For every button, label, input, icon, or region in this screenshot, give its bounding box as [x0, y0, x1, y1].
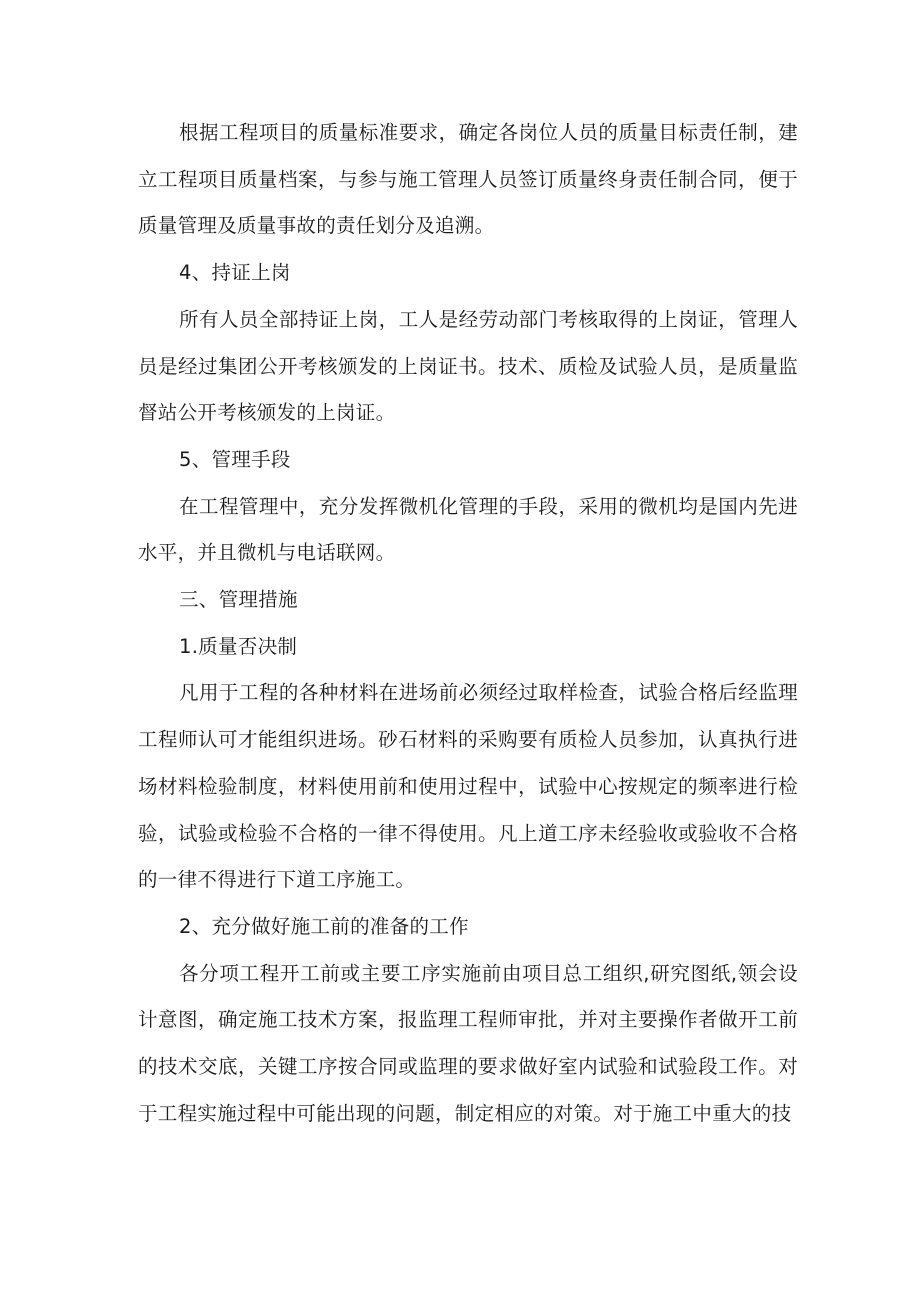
document-body [138, 110, 798, 1137]
paragraph-preparation-details: 各分项工程开工前或主要工序实施前由项目总工组织,研究图纸,领会设计意图，确定施工技术方案，报监理工程师审批，并对主要操作者做开工前的技术交底，关键工序按合同或监理的要求做好室内试验和试验段工作。对于工程实施过程中可能出现的问题，制定相应的对策。对于施工中重大的技 [138, 961, 798, 1125]
paragraph-computer-management: 在工程管理中，充分发挥微机化管理的手段，采用的微机均是国内先进水平，并且微机与电话联网。 [138, 494, 798, 565]
paragraph-certification: 所有人员全部持证上岗，工人是经劳动部门考核取得的上岗证，管理人员是经过集团公开考核颁发的上岗证书。技术、质检及试验人员，是质量监督站公开考核颁发的上岗证。 [138, 307, 798, 425]
paragraph-quality-responsibility: 根据工程项目的质量标准要求，确定各岗位人员的质量目标责任制，建立工程项目质量档案，与参与施工管理人员签订质量终身责任制合同，便于质量管理及质量事故的责任划分及追溯。 [138, 121, 798, 238]
section-heading-preparation: 2、充分做好施工前的准备的工作 [179, 914, 469, 938]
section-heading-management-measures: 三、管理措施 [179, 588, 298, 612]
section-heading-certified-work: 4、持证上岗 [179, 261, 291, 285]
section-heading-quality-veto: 1.质量否决制 [179, 634, 298, 658]
section-heading-management-means: 5、管理手段 [179, 447, 291, 471]
paragraph-material-inspection: 凡用于工程的各种材料在进场前必须经过取样检查，试验合格后经监理工程师认可才能组织进场。砂石材料的采购要有质检人员参加，认真执行进场材料检验制度，材料使用前和使用过程中，试验中心按规定的频率进行检验，试验或检验不合格的一律不得使用。凡上道工序未经验收或验收不合格的一律不得进行下道工序施工。 [138, 681, 798, 892]
